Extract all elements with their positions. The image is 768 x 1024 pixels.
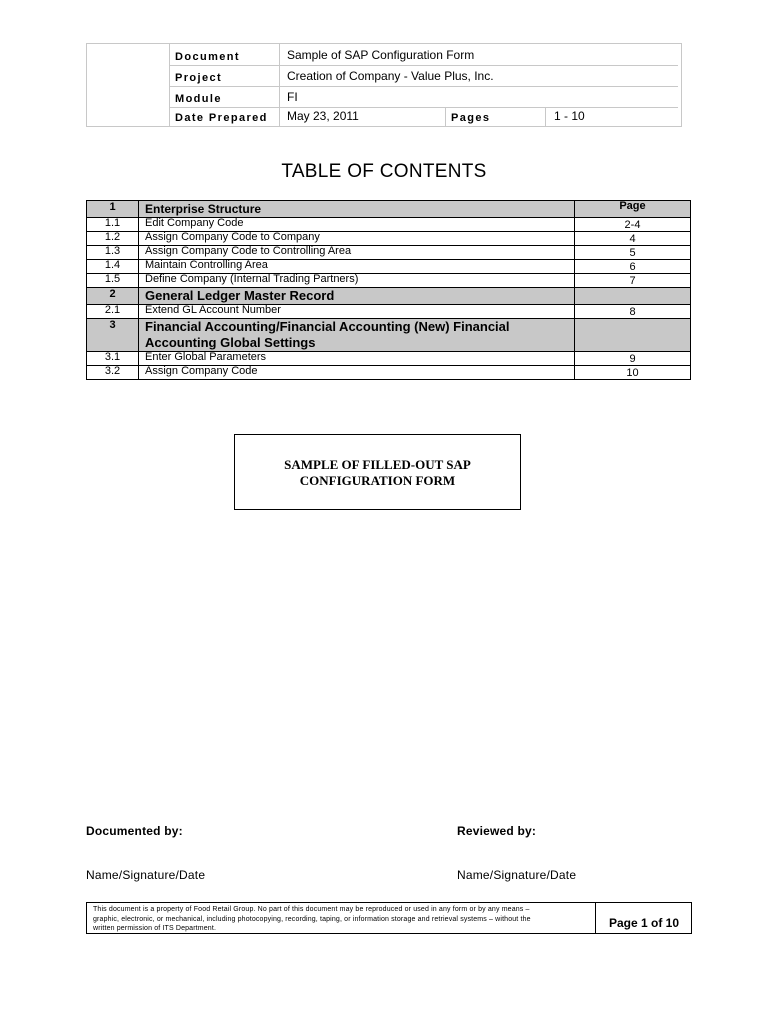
sample-notice-line2: CONFIGURATION FORM bbox=[299, 473, 456, 488]
toc-row bbox=[87, 305, 691, 319]
toc-row bbox=[87, 366, 691, 380]
document-header bbox=[86, 43, 682, 127]
toc-num: 2 bbox=[87, 288, 139, 305]
toc-section-title bbox=[139, 319, 575, 352]
toc-section-title-line1: Financial Accounting/Financial Accounting (New) Financial bbox=[145, 319, 510, 334]
toc-page: 8 bbox=[575, 305, 691, 319]
module-label: Module bbox=[175, 93, 222, 105]
toc-entry-title: Assign Company Code bbox=[139, 366, 575, 380]
toc-page: 6 bbox=[575, 260, 691, 274]
logo-area bbox=[87, 44, 170, 126]
toc-num: 1.3 bbox=[87, 246, 139, 260]
toc-num: 1.1 bbox=[87, 218, 139, 232]
toc-row bbox=[87, 274, 691, 288]
copyright-notice bbox=[93, 905, 593, 934]
toc-entry-title: Maintain Controlling Area bbox=[139, 260, 575, 274]
toc-num: 3 bbox=[87, 319, 139, 352]
toc-row bbox=[87, 232, 691, 246]
toc-page-header: Page bbox=[575, 201, 691, 218]
toc-page: 4 bbox=[575, 232, 691, 246]
toc-title: TABLE OF CONTENTS bbox=[281, 161, 487, 182]
date-label: Date Prepared bbox=[175, 112, 268, 124]
project-value: Creation of Company - Value Plus, Inc. bbox=[287, 69, 494, 83]
header-row-module bbox=[169, 86, 678, 108]
toc-entry-title: Assign Company Code to Controlling Area bbox=[139, 246, 575, 260]
toc-row bbox=[87, 246, 691, 260]
toc-page: 5 bbox=[575, 246, 691, 260]
toc-section-2 bbox=[87, 288, 691, 305]
documented-by-label: Documented by: bbox=[86, 824, 183, 838]
date-value: May 23, 2011 bbox=[287, 109, 359, 123]
document-value: Sample of SAP Configuration Form bbox=[287, 48, 475, 62]
project-label: Project bbox=[175, 72, 223, 84]
toc-num: 3.2 bbox=[87, 366, 139, 380]
toc-num: 1 bbox=[87, 201, 139, 218]
toc-section-1 bbox=[87, 201, 691, 218]
toc-num: 1.4 bbox=[87, 260, 139, 274]
toc-num: 2.1 bbox=[87, 305, 139, 319]
toc-row bbox=[87, 352, 691, 366]
toc-entry-title: Edit Company Code bbox=[139, 218, 575, 232]
sample-notice-line1: SAMPLE OF FILLED-OUT SAP bbox=[284, 457, 471, 472]
toc-section-title-line2: Accounting Global Settings bbox=[145, 335, 316, 350]
toc-section-title: Enterprise Structure bbox=[139, 201, 575, 218]
page-number: Page 1 of 10 bbox=[608, 916, 680, 930]
header-row-project bbox=[169, 65, 678, 87]
reviewed-by-label: Reviewed by: bbox=[457, 824, 537, 838]
toc-table bbox=[86, 200, 691, 380]
toc-num: 1.5 bbox=[87, 274, 139, 288]
copyright-notice-line3: written permission of ITS Department. bbox=[93, 925, 217, 933]
module-value: FI bbox=[287, 90, 298, 104]
toc-section-3 bbox=[87, 319, 691, 352]
copyright-notice-line2: graphic, electronic, or mechanical, including photocopying, recording, taping, or information storage and retrieval systems – without the bbox=[93, 915, 531, 923]
toc-row bbox=[87, 218, 691, 232]
documented-by-signature: Name/Signature/Date bbox=[86, 868, 206, 882]
toc-section-title: General Ledger Master Record bbox=[139, 288, 575, 305]
copyright-notice-line1: This document is a property of Food Retail Group. No part of this document may be reproduced or used in any form or by any means – bbox=[93, 906, 530, 913]
toc-page: 2-4 bbox=[575, 218, 691, 232]
toc-page: 9 bbox=[575, 352, 691, 366]
toc-entry-title: Define Company (Internal Trading Partners) bbox=[139, 274, 575, 288]
toc-entry-title: Assign Company Code to Company bbox=[139, 232, 575, 246]
toc-page: 7 bbox=[575, 274, 691, 288]
header-row-document bbox=[169, 44, 678, 66]
page-footer bbox=[86, 902, 692, 934]
pages-value: 1 - 10 bbox=[554, 109, 585, 123]
sample-notice-box bbox=[234, 434, 521, 510]
toc-entry-title: Extend GL Account Number bbox=[139, 305, 575, 319]
toc-num: 1.2 bbox=[87, 232, 139, 246]
reviewed-by-signature: Name/Signature/Date bbox=[457, 868, 577, 882]
toc-row bbox=[87, 260, 691, 274]
toc-entry-title: Enter Global Parameters bbox=[139, 352, 575, 366]
toc-num: 3.1 bbox=[87, 352, 139, 366]
toc-page: 10 bbox=[575, 366, 691, 380]
document-label: Document bbox=[175, 51, 240, 63]
header-row-date bbox=[169, 107, 678, 126]
pages-label: Pages bbox=[451, 112, 491, 124]
